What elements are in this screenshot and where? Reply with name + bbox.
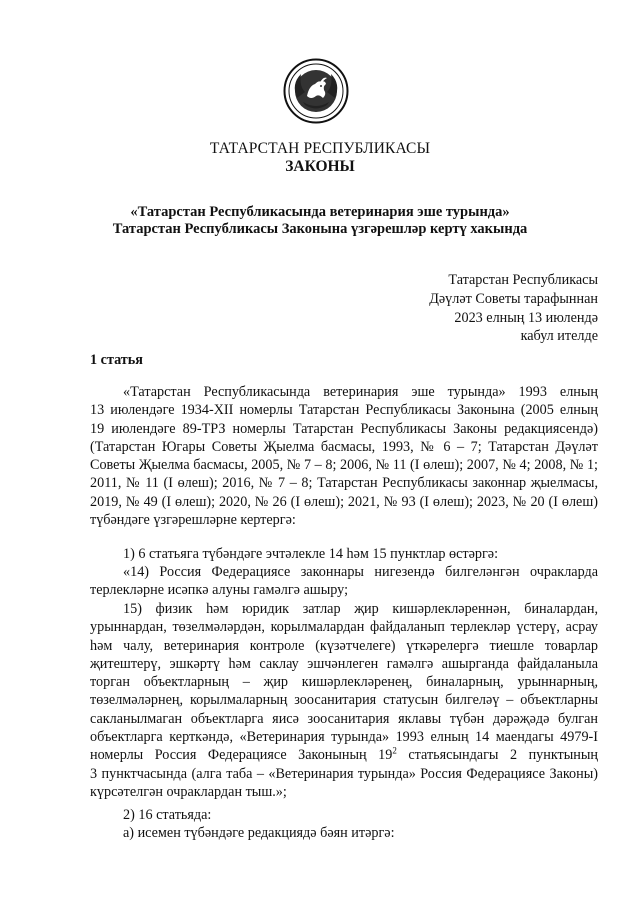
coat-of-arms-emblem <box>283 58 349 124</box>
text-line: 13 июлендәге 1934-XII номерлы Татарстан Республикасы Законына (2005 елның <box>90 402 598 419</box>
paragraph-point-14 <box>90 563 598 600</box>
text-line: 2011, № 11 (I өлеш); 2016, № 7 – 8; Татарстан Республикасы законнар җыелмасы, <box>90 475 598 492</box>
text-line: 2019, № 49 (I өлеш); 2020, № 26 (I өлеш); 2021, № 93 (I өлеш); 2023, № 20 (I өлеш) <box>90 493 598 510</box>
adoption-note <box>429 271 598 346</box>
paragraph-item-1 <box>90 545 598 563</box>
text-line: торган объектларның – җир кишәрлекләренең, биналарның, урыннарның, <box>90 674 598 691</box>
text-line: (Татарстан Югары Советы Җыелма басмасы, 1993, № 6 – 7; Татарстан Дәүләт <box>90 438 598 455</box>
text-line: төзелмәләрнең, корылмаларның зоосанитария статусын билгеләү – объектларны <box>90 692 598 709</box>
text-line: «14) Россия Федерациясе законнары нигезендә билгеләнгән очракларда <box>123 564 598 580</box>
text-fragment: номерлы Россия Федерациясе Законының 19 <box>90 747 393 764</box>
paragraph-intro <box>90 383 598 529</box>
paragraph-point-15 <box>90 600 598 801</box>
text-line: 19 июлендәге 89-ТРЗ номерлы Татарстан Республикасы Законы редакциясендә) <box>90 420 598 437</box>
text-line: күрсәтелгән очраклардан тыш.»; <box>90 783 287 800</box>
text-line: һәм чалу, ветеринария контроле (күзәтчелеге) үткәрелергә тиешле товарлар <box>90 637 598 654</box>
adoption-line: 2023 елның 13 июлендә <box>454 309 598 326</box>
text-line: терлекләрне исәпкә алуны гамәлгә ашыру; <box>90 582 349 599</box>
text-line: объектларга керткәндә, «Ветеринария турында» 1993 елның 14 маендагы 4979-I <box>90 729 598 746</box>
text-line: җитештерү, эшкәртү һәм саклау эшчәнлеген гамәлгә ашырганда файдаланыла <box>90 655 598 672</box>
superscript: 2 <box>392 745 397 756</box>
text-line: «Татарстан Республикасында ветеринария эше турында» 1993 елның <box>123 384 598 400</box>
adoption-line: Татарстан Республикасы <box>448 272 598 288</box>
text-line: 1) 6 статьяга түбәндәге эчтәлекле 14 һәм 15 пунктлар өстәргә: <box>123 546 499 562</box>
text-line: урыннардан, төзелмәләрдән, корылмалардан файдаланып терлекләр үстерү, асрау <box>90 619 598 636</box>
text-line: 2) 16 статьяда: <box>123 807 212 823</box>
law-title-line2: Татарстан Республикасы Законына үзгәрешләр кертү хакында <box>112 221 528 237</box>
law-title-line1: «Татарстан Республикасында ветеринария эше турында» <box>130 204 510 220</box>
adoption-line: кабул ителде <box>520 328 598 345</box>
text-line: түбәндәге үзгәрешләрне кертергә: <box>90 512 296 529</box>
text-line <box>90 746 598 764</box>
text-line: а) исемен түбәндәге редакциядә бәян итәргә: <box>123 825 395 842</box>
law-heading: ЗАКОНЫ <box>285 158 355 175</box>
text-line: 3 пунктчасында (алга таба – «Ветеринария турында» Россия Федерациясе Законы) <box>90 765 598 782</box>
republic-heading: ТАТАРСТАН РЕСПУБЛИКАСЫ <box>209 140 431 157</box>
text-fragment: статьясындагы 2 пунктының <box>396 747 598 764</box>
article-heading: 1 статья <box>90 352 143 368</box>
text-line: Советы Җыелма басмасы, 2005, № 7 – 8; 2006, № 11 (I өлеш); 2007, № 4; 2008, № 1; <box>90 457 598 474</box>
text-line: сакланылмаган объектларга яисә зоосанитария яклавы түбән дәрәҗәдә булган <box>90 710 598 727</box>
paragraph-item-2 <box>90 806 598 843</box>
text-line: 15) физик һәм юридик затлар җир кишәрлекләреннән, биналардан, <box>123 601 598 617</box>
adoption-line: Дәүләт Советы тарафыннан <box>429 290 598 307</box>
